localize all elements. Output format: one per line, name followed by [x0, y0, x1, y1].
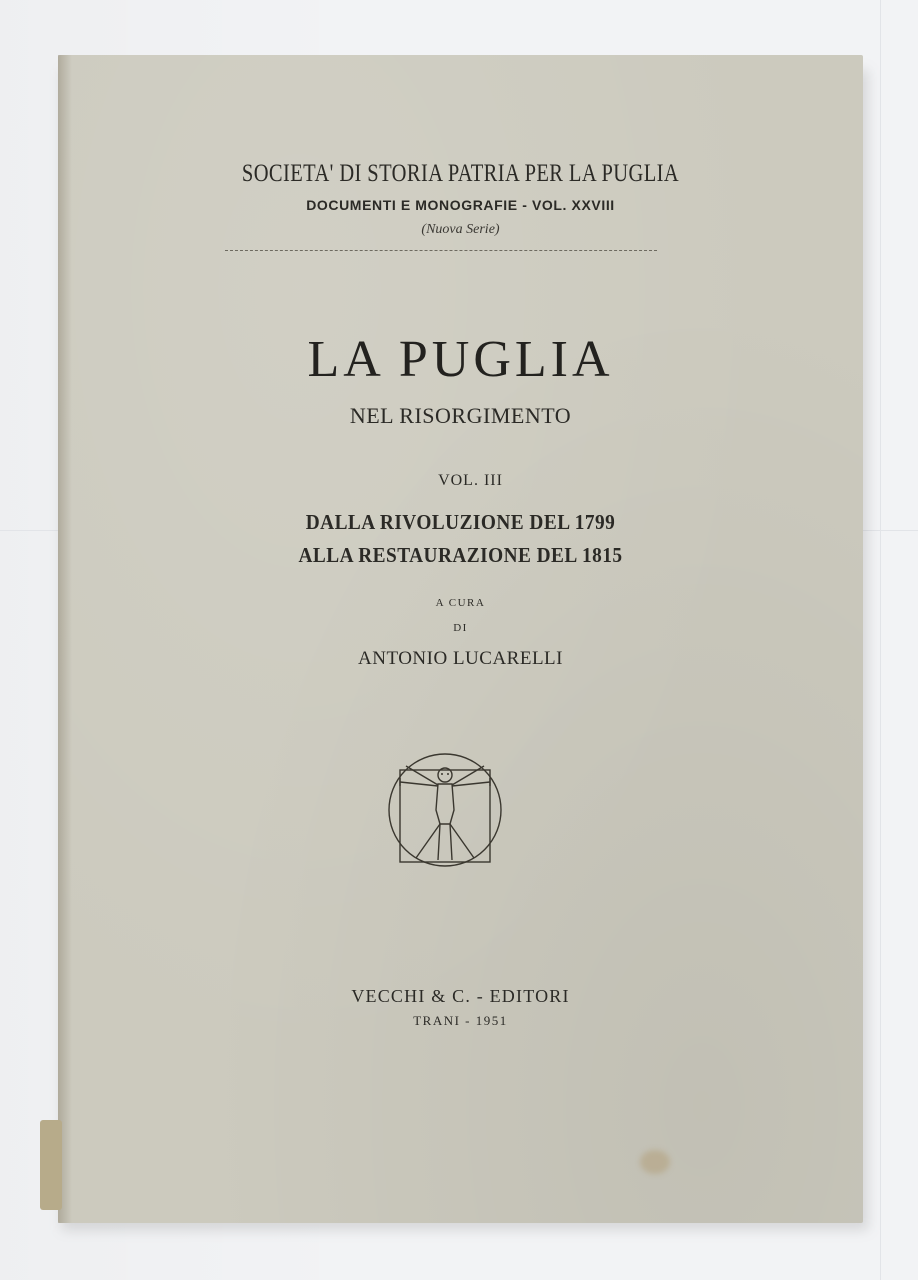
series-note: (Nuova Serie)	[421, 222, 500, 237]
editor-di: DI	[453, 622, 468, 634]
divider-rule	[225, 250, 657, 251]
background-seam	[880, 0, 881, 1280]
volume-heading-line-2: ALLA RESTAURAZIONE DEL 1815	[298, 543, 623, 567]
book-title: LA PUGLIA	[307, 331, 614, 388]
series-name: DOCUMENTI E MONOGRAFIE - VOL. XXVIII	[306, 197, 615, 213]
book-subtitle: NEL RISORGIMENTO	[349, 403, 572, 428]
editor-name: ANTONIO LUCARELLI	[358, 648, 563, 669]
volume-number: VOL. III	[438, 472, 503, 489]
editor-prefix: A CURA	[435, 597, 486, 609]
cover-stain	[640, 1150, 670, 1174]
publication-place-year: TRANI - 1951	[413, 1013, 508, 1028]
worn-spine-edge	[40, 1120, 62, 1210]
publisher-name: VECCHI & C. - EDITORI	[351, 986, 570, 1006]
vitruvian-man-icon	[382, 748, 508, 870]
volume-heading-line-1: DALLA RIVOLUZIONE DEL 1799	[305, 510, 616, 534]
society-name: SOCIETA' DI STORIA PATRIA PER LA PUGLIA	[241, 160, 680, 187]
